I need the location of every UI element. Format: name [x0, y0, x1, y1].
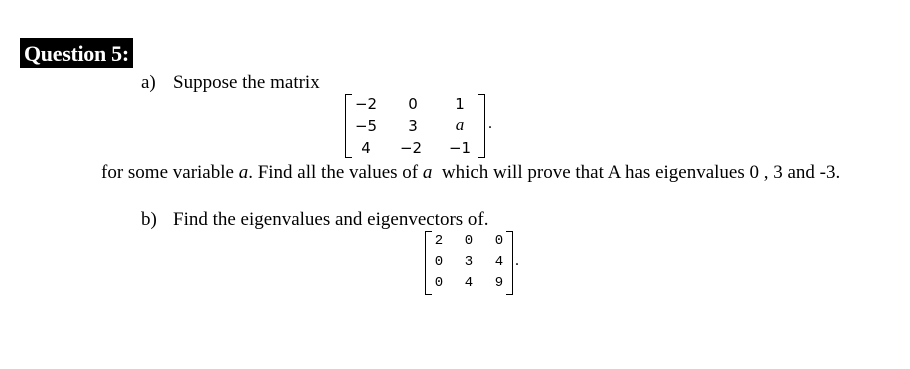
variable-a: a	[238, 162, 249, 183]
matrix-a-cell: 4	[361, 139, 371, 157]
matrix-a-cell: −2	[354, 95, 378, 113]
matrix-b-period: .	[515, 252, 519, 269]
matrix-b-cell: 3	[464, 254, 474, 270]
matrix-b-right-bracket	[506, 231, 513, 295]
part-b-label: b)	[141, 209, 157, 230]
matrix-a-cell: −1	[448, 139, 472, 157]
matrix-a-cell: 1	[455, 95, 465, 113]
part-a-intro: Suppose the matrix	[173, 72, 320, 93]
matrix-a-cell: −2	[399, 139, 423, 157]
matrix-b-cell: 4	[494, 254, 504, 270]
matrix-a-cell: 3	[408, 117, 418, 135]
question-title: Question 5:	[20, 38, 133, 68]
matrix-b-cell: 0	[494, 233, 504, 249]
part-a-sentence	[101, 162, 840, 184]
matrix-a-cell: −5	[354, 117, 378, 135]
matrix-a-cell: 0	[408, 95, 418, 113]
part-b-text: Find the eigenvalues and eigenvectors of.	[173, 209, 489, 230]
matrix-b-cell: 9	[494, 275, 504, 291]
matrix-a-left-bracket	[345, 94, 352, 158]
sentence-mid: . Find all the values of	[248, 162, 423, 183]
matrix-b-cell: 0	[434, 275, 444, 291]
part-a-label: a)	[141, 72, 156, 93]
matrix-b-cell: 0	[434, 254, 444, 270]
sentence-start: for some variable	[101, 162, 239, 183]
sentence-end: which will prove that A has eigenvalues 0 , 3 and -3.	[432, 162, 841, 183]
variable-a-2: a	[422, 162, 433, 183]
matrix-b-cell: 0	[464, 233, 474, 249]
matrix-a	[345, 94, 485, 158]
matrix-b-cell: 4	[464, 275, 474, 291]
matrix-b	[425, 231, 513, 295]
matrix-a-right-bracket	[478, 94, 485, 158]
matrix-a-period: .	[488, 115, 492, 132]
matrix-b-cell: 2	[434, 233, 444, 249]
matrix-a-cell-variable: a	[455, 115, 465, 134]
